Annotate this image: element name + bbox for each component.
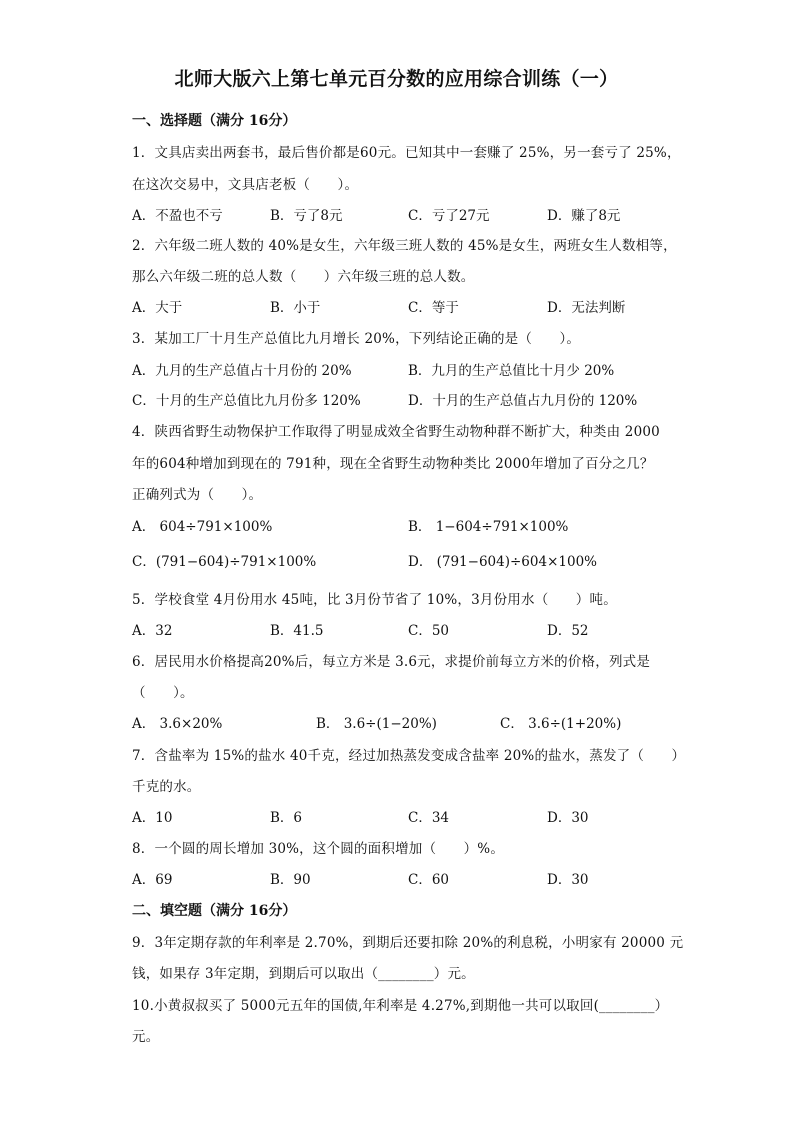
q3-option-a[interactable]: A．九月的生产总值占十月份的 20%: [132, 363, 352, 379]
q1-option-a[interactable]: A．不盈也不亏: [132, 208, 223, 224]
q4-option-b[interactable]: B． 1−604÷791×100%: [408, 519, 569, 535]
section-heading-choice: 一、选择题（满分 16分）: [132, 113, 297, 129]
question-3-line-1: 3．某加工厂十月生产总值比九月增长 20%，下列结论正确的是（ ）。: [132, 331, 581, 347]
q2-option-c[interactable]: C．等于: [408, 300, 459, 316]
q8-option-d[interactable]: D．30: [547, 872, 589, 888]
q5-option-a[interactable]: A．32: [132, 623, 173, 639]
question-9-line-2[interactable]: 钱，如果存 3年定期，到期后可以取出（________）元。: [132, 966, 475, 982]
q2-option-a[interactable]: A．大于: [132, 300, 183, 316]
question-10-line-2: 元。: [132, 1029, 160, 1045]
question-7-line-2: 千克的水。: [132, 779, 201, 795]
q7-option-d[interactable]: D．30: [547, 810, 589, 826]
question-5-line-1: 5．学校食堂 4月份用水 45吨，比 3月份节省了 10%，3月份用水（ ）吨。: [132, 592, 617, 608]
question-4-line-3: 正确列式为（ ）。: [132, 487, 263, 503]
question-8-line-1: 8．一个圆的周长增加 30%，这个圆的面积增加（ ）%。: [132, 841, 505, 857]
q7-option-a[interactable]: A．10: [132, 810, 173, 826]
q3-option-c[interactable]: C．十月的生产总值比九月份多 120%: [132, 393, 361, 409]
question-4-line-1: 4．陕西省野生动物保护工作取得了明显成效全省野生动物种群不断扩大，种类由 2000: [132, 424, 660, 440]
q1-option-d[interactable]: D．赚了8元: [547, 208, 621, 224]
q3-option-b[interactable]: B．九月的生产总值比十月少 20%: [408, 363, 615, 379]
q5-option-c[interactable]: C．50: [408, 623, 450, 639]
section-heading-fill-in: 二、填空题（满分 16分）: [132, 903, 297, 919]
q8-option-b[interactable]: B．90: [270, 872, 311, 888]
question-2-line-1: 2．六年级二班人数的 40%是女生，六年级三班人数的 45%是女生，两班女生人数相等，: [132, 238, 677, 254]
q5-option-d[interactable]: D．52: [547, 623, 589, 639]
question-6-line-2: （ ）。: [132, 685, 194, 701]
q6-option-a[interactable]: A． 3.6×20%: [132, 716, 223, 732]
q4-option-c[interactable]: C．(791−604)÷791×100%: [132, 554, 317, 570]
q8-option-c[interactable]: C．60: [408, 872, 450, 888]
q1-option-c[interactable]: C．亏了27元: [408, 208, 490, 224]
q2-option-b[interactable]: B．小于: [270, 300, 321, 316]
question-10-line-1[interactable]: 10.小黄叔叔买了 5000元五年的国债,年利率是 4.27%,到期他一共可以取回(________）: [132, 998, 669, 1014]
q4-option-d[interactable]: D． (791−604)÷604×100%: [408, 554, 597, 570]
question-7-line-1: 7．含盐率为 15%的盐水 40千克，经过加热蒸发变成含盐率 20%的盐水，蒸发了（ ）: [132, 748, 686, 764]
q6-option-c[interactable]: C． 3.6÷(1+20%): [500, 716, 622, 732]
q5-option-b[interactable]: B．41.5: [270, 623, 324, 639]
question-1-line-2: 在这次交易中，文具店老板（ ）。: [132, 177, 359, 193]
page-title: 北师大版六上第七单元百分数的应用综合训练（一）: [174, 68, 619, 90]
question-2-line-2: 那么六年级二班的总人数（ ）六年级三班的总人数。: [132, 269, 475, 285]
question-6-line-1: 6．居民用水价格提高20%后，每立方米是 3.6元，求提价前每立方米的价格，列式是: [132, 654, 651, 670]
q1-option-b[interactable]: B．亏了8元: [270, 208, 343, 224]
q4-option-a[interactable]: A． 604÷791×100%: [132, 519, 273, 535]
q7-option-c[interactable]: C．34: [408, 810, 450, 826]
q3-option-d[interactable]: D．十月的生产总值占九月份的 120%: [408, 393, 638, 409]
question-4-line-2: 年的604种增加到现在的 791种，现在全省野生动物种类比 2000年增加了百分之几？: [132, 456, 654, 472]
q6-option-b[interactable]: B． 3.6÷(1−20%): [316, 716, 437, 732]
q2-option-d[interactable]: D．无法判断: [547, 300, 626, 316]
question-9-line-1: 9．3年定期存款的年利率是 2.70%，到期后还要扣除 20%的利息税，小明家有 20000 元: [132, 935, 684, 951]
question-1-line-1: 1．文具店卖出两套书，最后售价都是60元。已知其中一套赚了 25%，另一套亏了 25%，: [132, 145, 681, 161]
q8-option-a[interactable]: A．69: [132, 872, 173, 888]
q7-option-b[interactable]: B．6: [270, 810, 303, 826]
